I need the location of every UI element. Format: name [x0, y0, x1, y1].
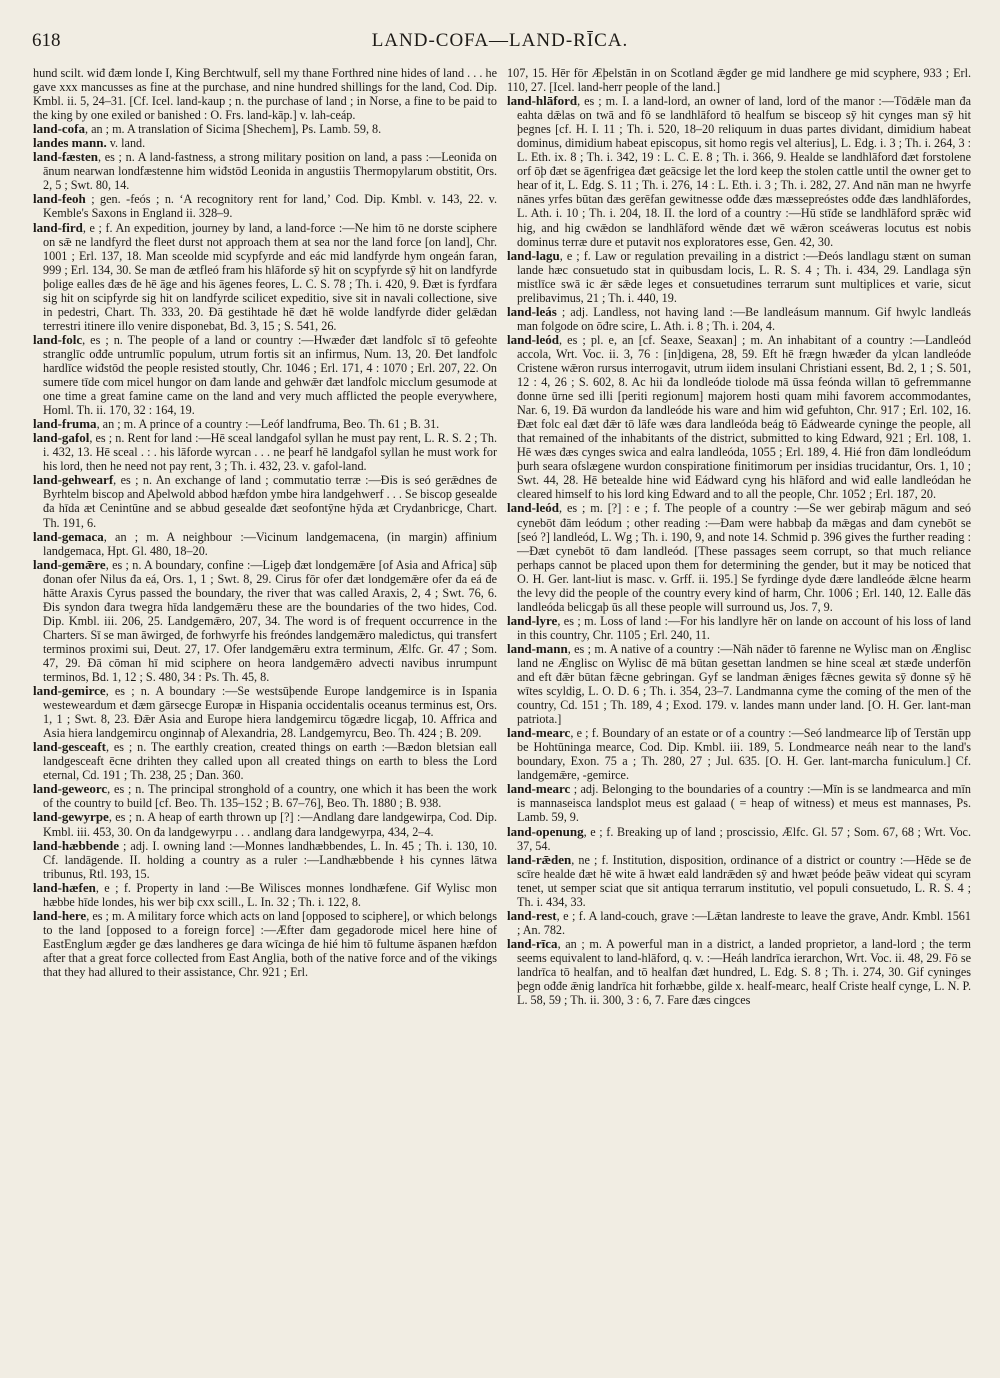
- entry-headword: land-fird: [33, 219, 83, 235]
- entry-definition: , e ; f. Law or regulation prevailing in a district :—Đeós landlagu stænt on suman lande hæc consuetudo stat in quibusdam locis, L. R. S. 4 ; Th. i. 434, 29. Landlaga sȳn mistlīce swā ic ǣr sǣde leges et consuetudines terrarum sunt multiplices et varie, sicut prelibavimus, 21 ; Th. i. 440, 19.: [517, 248, 971, 305]
- entry-definition: , es ; n. A boundary, confine :—Ligeþ đæt londgemǣre [of Asia and Africa] sūþ đonan ofer Nilus đa eá, Ors. 1, 1 ; Swt. 8, 29. Cirus fōr ofer đæt londgemǣre ofer đa eá đe hātte Araxis Cyrus passed the boundary, the river that was called Araxis, 2, 4 ; Swt. 76, 6. Đis syndon đara twegra hīda landgemǣru these are the boundaries of the two hides, Cod. Dip. Kmbl. iii. 206, 25. Landgemǣro, 207, 34. The word is of frequent occurrence in the Charters. Sī se man āwirged, đe forhwyrfe his freóndes landgemǣro maledictus, qui transfert terminos proximi sui, Deut. 27, 17. Ofer landgemǣru extra terminum, Ælfc. Gr. 47 ; Som. 47, 29. Đā cōman hī mid sciphere on heora landgemǣro advecti navibus inrumpunt terminos, Bd. 1, 12 ; S. 480, 34 : Ps. Th. 45, 8.: [43, 557, 497, 685]
- entry-headword: landes mann.: [33, 135, 107, 151]
- entry-definition: , e ; f. Breaking up of land ; proscissio, Ælfc. Gl. 57 ; Som. 67, 68 ; Wrt. Voc. 37, 54.: [517, 824, 971, 853]
- entry-definition: , es ; m. [?] : e ; f. The people of a country :—Se wer gebiraþ māgum and seó cynebōt đām leódum ; other reading :—Đam were habbaþ đa mǣgas and đam cynebōt se [seó ?] landleód, L. Wg ; Th. i. 190, 9, and note 14. Schmid p. 396 gives the further reading :—Đæt cynebōt tō đam landleód. [These passages seem corrupt, so that much reliance perhaps cannot be placed upon them for determining the gender, but it may be noticed that O. H. Ger. lant-liut is masc. v. Grff. ii. 195.] Se fyrdinge dyde đære landleóde ǣlcne hearm the levy did the people of the country every kind of harm, Chr. 1006 ; Erl. 140, 12. Ealle đās landleóda belicgaþ ūs all these people will surround us, Jos. 7, 9.: [517, 501, 971, 614]
- entry-definition: , es ; m. I. a land-lord, an owner of land, lord of the manor :—Tōdǣle man đa eahta dǣlas on twā and fō se landhlāford tō healfum se bisceop sȳ hit cynges man sȳ hit þegnes [cf. H. I. 11 ; Th. i. 520, 18–20 reliquum in duas partes dividant, dimidium habeat dominus, dimidium habeat episcopus, sit homo regis vel alterius], L. Edg. i. 3 ; Th. i. 264, 3 : L. Eth. ix. 8 ; Th. i. 342, 19 : L. C. E. 8 ; Th. i. 366, 9. Healde se landhlāford đæt forstolene orf ōþ đæt se āgenfrigea đæt geācsige let the lord keep the stolen cattle until the owner get to hear of it, L. Edg. S. 11 ; Th. i. 276, 14 : L. Eth. i. 3 ; Th. i. 282, 27. And nān man ne hwyrfe nānes yrfes būtan đæs gerēfan gewitnesse ođđe đæs mæssepreóstes ođđe đæs landhlāfordes, L. Ath. i. 10 ; Th. i. 204, 18. II. the lord of a country :—Hū stīđe se landhlāford sprǣc wiđ hig, and hig cwǣdon se landhlāford wēnde đæt wē wǣron sceáweras locutus est nobis dominus terræ dure et putavit nos exploratores esse, Gen. 42, 30.: [517, 94, 971, 249]
- dictionary-entry: [507, 642, 971, 726]
- entry-headword: land-here: [33, 907, 87, 923]
- entry-headword: land-mearc: [507, 725, 571, 741]
- entry-definition: , e ; f. Boundary of an estate or of a country :—Seó landmearce līþ of Terstān upp be Hohtūninga mearce, Cod. Dip. Kmbl. iii. 189, 5. Londmearce neáh near to the land's boundary, Exon. 75 a ; Th. 280, 27 ; Jul. 635. [O. H. Ger. lant-marcha funiculum.] Cf. landgemǣre, -gemirce.: [517, 726, 971, 783]
- entry-headword: land-rest: [507, 907, 557, 923]
- dictionary-entry: [33, 881, 497, 909]
- entry-headword: land-fruma: [33, 416, 97, 432]
- entry-definition: , an ; m. A prince of a country :—Leóf landfruma, Beo. Th. 61 ; B. 31.: [96, 417, 440, 432]
- running-title: LAND-COFA—LAND-RĪCA.: [371, 30, 629, 51]
- entry-definition: hund scilt. wiđ đæm londe I, King Berchtwulf, sell my thane Forthred nine hides of land . . . he gave xxx mancusses as fine at the purchase, and nine hundred shillings for the land, Cod. Dip. Kmbl. ii. 5, 24–31. [Cf. Icel. land-kaup ; n. the purchase of land ; in Norse, a fine to be paid to the king by one exiled or banished : O. Frs. land-kāp.] v. lah-ceáp.: [33, 66, 497, 123]
- left-column: [33, 66, 497, 1371]
- dictionary-entry: [507, 726, 971, 782]
- column-gutter: [499, 70, 500, 1360]
- dictionary-entry: [507, 909, 971, 937]
- entry-headword: land-gemirce: [33, 683, 106, 699]
- entry-headword: land-gemaca: [33, 528, 104, 544]
- entry-headword: land-cofa: [33, 121, 85, 137]
- dictionary-entry: [33, 740, 497, 782]
- entry-definition: , an ; m. A powerful man in a district, a landed proprietor, a land-lord ; the term seems equivalent to land-hlāford, q. v. :—Heáh landrīca ierarchon, Wrt. Voc. ii. 48, 29. Fō se landrīca tō healfan, and tō healfan đæt hundred, L. Edg. S. 8 ; Th. i. 274, 30. Gif cyninges þegn ođđe ǣnig landrīca hit forhæbbe, gilde x. healf-mearc, healf Criste healf cynge, L. N. P. L. 58, 59 ; Th. ii. 300, 3 : 6, 7. Fare đæs cingces: [517, 936, 971, 1008]
- entry-definition: ; adj. Belonging to the boundaries of a country :—Mīn is se landmearca and mīn is mannaseisca landsplot meus est galaad ( = heap of witness) et meus est manna‌ses, Ps. Lamb. 59, 9.: [517, 782, 971, 825]
- dictionary-entry: [507, 853, 971, 909]
- entry-definition: , an ; m. A translation of Sicima [Shechem], Ps. Lamb. 59, 8.: [85, 122, 382, 137]
- page-number: 618: [32, 30, 61, 51]
- dictionary-entry: [33, 66, 497, 122]
- entry-definition: , e ; f. Property in land :—Be Wilisces monnes londhæfene. Gif Wylisc mon hæbbe hīde londes, his wer biþ cxx scill., L. In. 32 ; Th. i. 122, 8.: [43, 880, 497, 909]
- entry-definition: , es ; n. The principal stronghold of a country, one which it has been the work of the country to build [cf. Beo. Th. 135–152 ; B. 67–76], Beo. Th. 1880 ; B. 938.: [43, 782, 497, 811]
- right-column: [507, 66, 971, 1371]
- entry-definition: ; adj. Landless, not having land :—Be landleásum mannum. Gif hwylc landleás man folgode on ōđre scire, L. Ath. i. 8 ; Th. i. 204, 4.: [517, 304, 971, 333]
- dictionary-entry: [507, 94, 971, 249]
- entry-definition: , es ; n. A land-fastness, a strong military position on land, a pass :—Leoniđa on ānum nearwan londfæstenne him wiđstōd Leonida in angustiis Thermopylarum obstitit, Ors. 2, 5 ; Swt. 80, 14.: [43, 150, 497, 193]
- entry-headword: land-mearc: [507, 781, 571, 797]
- entry-headword: land-mann: [507, 640, 568, 656]
- entry-definition: , e ; f. An expedition, journey by land, a land-force :—Ne him tō ne dorste sciphere on sǣ ne landfyrd the fleet durst not approach them at sea nor the land force [on land], Chr. 1001 ; Erl. 137, 18. Man sceolde mid scypfyrde and eác mid landfyrde hym ongeán faran, 999 ; Erl. 134, 30. Se man đe ætfleó fram his hlāforde sȳ hit on scypfyrde sȳ hit on landfyrde þolige ealles đæs đe hē āge and his āgenes feores, L. C. S. 78 ; Th. i. 420, 9. Đæt is fyrdfara sig hit on scipfyrde sig hit on landfyrde scilicet expeditio, sive sit in navali collectione, sive in pedestri, Chart. Th. 333, 20. Đā gestihtade hē đæt hē wolde landfyrde đider gelǣdan terrestri itinere illo venire disponebat, Bd. 3, 15 ; S. 541, 26.: [43, 220, 497, 333]
- dictionary-entry: [33, 150, 497, 192]
- dictionary-entry: [33, 909, 497, 979]
- dictionary-entry: [33, 839, 497, 881]
- entry-headword: land-gemǣre: [33, 556, 106, 572]
- dictionary-entry: [507, 501, 971, 613]
- dictionary-entry: [33, 810, 497, 838]
- entry-headword: land-hæbbende: [33, 837, 119, 853]
- dictionary-entry: [33, 417, 497, 431]
- entry-definition: , es ; pl. e, an [cf. Seaxe, Seaxan] ; m. An inhabitant of a country :—Landleód accola, Wrt. Voc. ii. 3, 76 : [in]digena, 28, 59. Eft hē frægn hwæđer đa ylcan landleóde Cristene wǣron rursus interrogavit, utrum iidem insulani Christiani essent, Bd. 2, 1 ; S. 501, 12 : 4, 26 ; S. 602, 8. Ac hii đa londleóde tiolode mā ūssa feónda willan tō gefremmanne đonne ūrne sed illi [periti regionum] majorem hosti quam mihi favorem accommodantes, Nar. 6, 19. Đā wurdon đa landleóde his ware and him wiđ gefuhton, Chr. 917 ; Erl. 102, 16. Đæt folc eal đæt đǣr tō lāfe wæs đara landleóda beág tō Eádwearde cyninge the people, all that remained of the inhabitants of the district, submitted to king Edward, 921 ; Erl. 108, 1. Hē wæs đæs cynges swica and ealra landleóda, 1055 ; Erl. 189, 4. Hié fron đām londleódum þurh seara ofslægene wurdon conspiratione finitimorum per insidias trucidantur, Ors. 1, 10 ; Swt. 44, 28. Hē betealde hine wiđ Eádward cyng his hlāford and wiđ ealle landleódan he cleared himself to his lord king Edward and to all the people, Chr. 1052 ; Erl. 187, 20.: [517, 332, 971, 502]
- entry-headword: land-leód: [507, 500, 560, 516]
- entry-headword: land-hæfen: [33, 879, 96, 895]
- dictionary-entry: [33, 684, 497, 740]
- entry-headword: land-rǣden: [507, 851, 572, 867]
- entry-headword: land-gehwearf: [33, 472, 114, 488]
- entry-headword: land-gafol: [33, 430, 90, 446]
- dictionary-entry: [507, 305, 971, 333]
- entry-definition: , es ; n. An exchange of land ; commutatio terræ :—Đis is seó gerǣdnes đe Byrhtelm biscop and Aþelwold abbod hæfdon ymbe hira landgehwerf . . . Se biscop gesealde đa hīda æt Cenintūne and se abbud gesealde đæt seofontȳne hȳda æt Crydanbricge, Chart. Th. 191, 6.: [43, 473, 497, 530]
- entry-definition: , an ; m. A neighbour :—Vicinum landgemacena, (in margin) affinium landgemaca, Hpt. Gl. 480, 18–20.: [43, 529, 497, 558]
- entry-definition: , es ; n. A heap of earth thrown up [?] :—Andlang đare landgewirpa, Cod. Dip. Kmbl. iii. 453, 30. On đa landgewyrpu . . . andlang đara landgewyrpa, 434, 2–4.: [43, 810, 497, 839]
- entry-definition: , es ; m. A military force which acts on land [opposed to sciphere], or which belongs to the land [opposed to a foreign force] :—Æfter đam gegadorode micel here hine of EastEnglum ægđer ge đæs landheres ge đara wīcinga đe hié him tō fultume āspanen hæfdon after that a great force collected from East Anglia, both of the native force and of the vikings that they had allured to their assistance, Chr. 921 ; Erl.: [43, 908, 497, 979]
- dictionary-entry: [33, 473, 497, 529]
- entry-definition: ; gen. -feós ; n. ‘A recognitory rent for land,’ Cod. Dip. Kmbl. v. 143, 22. v. Kemble's Saxons in England ii. 328–9.: [43, 192, 497, 221]
- entry-headword: land-rīca: [507, 935, 558, 951]
- entry-definition: 107, 15. Hēr fōr Æþelstān in on Scotland ǣgđer ge mid landhere ge mid scyphere, 933 ; Erl. 110, 27. [Icel. land-herr people of the land.]: [507, 66, 971, 95]
- dictionary-entry: [33, 431, 497, 473]
- page-header: [30, 30, 970, 60]
- entry-definition: , es ; n. The earthly creation, created things on earth :—Bædon bletsian eall landgesceaft ēcne drihten they called upon all created things on earth to bless the Lord eternal, Cd. 191 ; Th. 238, 25 ; Dan. 360.: [43, 740, 497, 783]
- dictionary-entry: [33, 782, 497, 810]
- entry-headword: land-feoh: [33, 191, 86, 207]
- entry-definition: , ne ; f. Institution, disposition, ordinance of a district or country :—Hēde se đe scīre healde đæt hē wite ā hwæt eald landrǣden sȳ and hwæt þeóde þeāw videat qui scyram tenet, ut semper sciat que sit antiqua terrarum institutio, vel populi consuetudo, L. R. S. 4 ; Th. i. 434, 33.: [517, 852, 971, 909]
- entry-definition: , es ; m. A native of a country :—Nāh nāđer tō farenne ne Wylisc man on Ænglisc land ne Ænglisc on Wylisc đē mā būtan gesettan landmen se hine sceal æt stæđe underfōn and eft đǣr būtan fǣcne gebringan. Gyf se landman ǣniges fǣcnes gewita sȳ đonne sȳ hē wītes scyldig, L. O. D. 6 ; Th. i. 354, 23–7. Landmanna cyme the coming of the men of the country, Cd. 151 ; Th. 189, 4 ; Exod. 179. v. landes mann under land. [O. H. Ger. lant-man patriota.]: [517, 641, 971, 727]
- entry-definition: , e ; f. A land-couch, grave :—Lǣtan landreste to leave the grave, Andr. Kmbl. 1561 ; An. 782.: [517, 908, 971, 937]
- entry-headword: land-leás: [507, 303, 557, 319]
- entry-headword: land-lagu: [507, 247, 560, 263]
- dictionary-entry: [33, 221, 497, 333]
- dictionary-entry: [507, 782, 971, 824]
- entry-headword: land-gesceaft: [33, 739, 106, 755]
- entry-definition: , es ; n. Rent for land :—Hē sceal landgafol syllan he must pay rent, L. R. S. 2 ; Th. i. 432, 13. Hē sceal . : . his lāforde wyrcan . . . ne þearf hē landgafol syllan he must work for his lord, then he need not pay rent, 3 ; Th. i. 432, 23. v. gafol-land.: [43, 431, 497, 474]
- dictionary-entry: [33, 192, 497, 220]
- entry-definition: , es ; m. Loss of land :—For his landlyre hēr on lande on account of his loss of land in this country, Chr. 1105 ; Erl. 240, 11.: [517, 613, 971, 642]
- entry-definition: ; adj. I. owning land :—Monnes landhæbbendes, L. In. 45 ; Th. i. 130, 10. Cf. landāgende. II. holding a country as a ruler :—Landhæbbende ł his cynnes lātwa tribunus, Rtl. 193, 15.: [43, 838, 497, 881]
- entry-definition: , es ; n. A boundary :—Se westsūþende Europe landgemirce is in Ispania westeweardum et đæm gārsecge Europæ in Hispania occidentalis oceanus terminus est, Ors. 1, 1 ; Swt. 8, 23. Đǣr Asia and Europe hiera landgemircu tōgædre licgaþ, 10. Affrica and Asia hiera landgemircu onginnaþ of Alexandria, 28. Landgemyrcu, Beo. Th. 424 ; B. 209.: [43, 684, 497, 741]
- dictionary-entry: [33, 558, 497, 684]
- dictionary-entry: [507, 825, 971, 853]
- entry-headword: land-folc: [33, 331, 83, 347]
- entry-headword: land-hlāford: [507, 93, 578, 109]
- dictionary-entry: [507, 937, 971, 1007]
- entry-headword: land-lyre: [507, 612, 558, 628]
- entry-definition: v. land.: [106, 136, 146, 151]
- dictionary-entry: [507, 333, 971, 502]
- dictionary-entry: [33, 122, 497, 136]
- entry-headword: land-fæsten: [33, 149, 99, 165]
- dictionary-entry: [507, 249, 971, 305]
- dictionary-entry: [507, 66, 971, 94]
- entry-headword: land-gewyrpe: [33, 809, 109, 825]
- entry-headword: land-openung: [507, 823, 584, 839]
- dictionary-entry: [33, 333, 497, 417]
- entry-definition: , es ; n. The people of a land or country :—Hwæđer đæt landfolc sī tō gefeohte stranglīc ođđe untrumlīc populum, utrum fortis sit an infirmus, Num. 13, 20. Đet landfolc hardlīce wiđstōd the people resisted stoutly, Chr. 1046 ; Erl. 171, 4 : 1070 ; Erl. 207, 22. On sumere tīde com micel hungor on đam lande and gehwǣr đæt landfolc micclum gesumode at one time a great famine came on the land and very much afflicted the people everywhere, Homl. Th. ii. 170, 32 : 164, 19.: [43, 332, 497, 418]
- dictionary-entry: [33, 530, 497, 558]
- entry-headword: land-geweorc: [33, 781, 108, 797]
- dictionary-entry: [507, 614, 971, 642]
- entry-headword: land-leód: [507, 331, 560, 347]
- dictionary-entry: [33, 136, 497, 150]
